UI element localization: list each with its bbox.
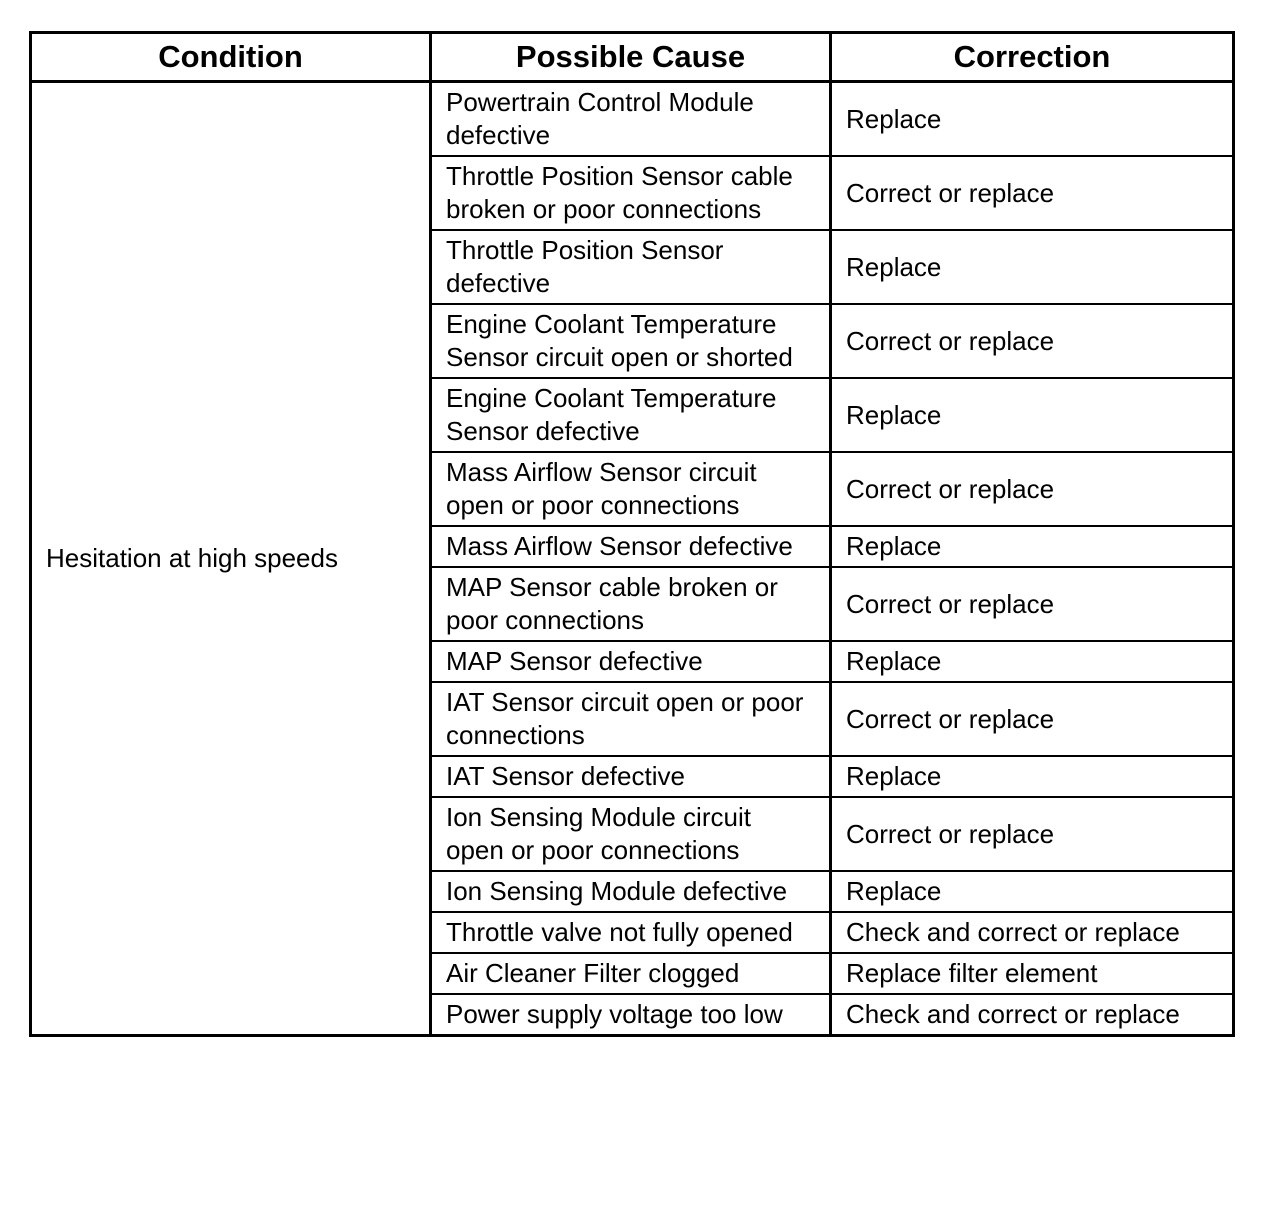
cause-cell: IAT Sensor defective — [431, 756, 831, 797]
cause-cell: Throttle Position Sensor cable broken or poor connections — [431, 156, 831, 230]
correction-cell: Correct or replace — [831, 452, 1234, 526]
cause-cell: Powertrain Control Module defective — [431, 82, 831, 157]
cause-cell: Engine Coolant Temperature Sensor circuit open or shorted — [431, 304, 831, 378]
correction-cell: Replace — [831, 378, 1234, 452]
cause-cell: Ion Sensing Module circuit open or poor connections — [431, 797, 831, 871]
header-possible-cause: Possible Cause — [431, 33, 831, 82]
correction-cell: Replace filter element — [831, 953, 1234, 994]
correction-cell: Correct or replace — [831, 567, 1234, 641]
condition-cell: Hesitation at high speeds — [31, 82, 431, 1036]
cause-cell: MAP Sensor defective — [431, 641, 831, 682]
cause-cell: IAT Sensor circuit open or poor connections — [431, 682, 831, 756]
correction-cell: Check and correct or replace — [831, 912, 1234, 953]
correction-cell: Replace — [831, 526, 1234, 567]
correction-cell: Correct or replace — [831, 304, 1234, 378]
table-row — [31, 82, 1234, 157]
cause-cell: Throttle valve not fully opened — [431, 912, 831, 953]
correction-cell: Check and correct or replace — [831, 994, 1234, 1036]
correction-cell: Correct or replace — [831, 797, 1234, 871]
correction-cell: Correct or replace — [831, 682, 1234, 756]
cause-cell: Mass Airflow Sensor circuit open or poor connections — [431, 452, 831, 526]
cause-cell: Ion Sensing Module defective — [431, 871, 831, 912]
correction-cell: Replace — [831, 756, 1234, 797]
table-header-row — [31, 33, 1234, 82]
cause-cell: Mass Airflow Sensor defective — [431, 526, 831, 567]
cause-cell: Power supply voltage too low — [431, 994, 831, 1036]
correction-cell: Replace — [831, 871, 1234, 912]
correction-cell: Correct or replace — [831, 156, 1234, 230]
troubleshooting-table — [29, 31, 1235, 1037]
cause-cell: Throttle Position Sensor defective — [431, 230, 831, 304]
correction-cell: Replace — [831, 82, 1234, 157]
header-condition: Condition — [31, 33, 431, 82]
cause-cell: MAP Sensor cable broken or poor connections — [431, 567, 831, 641]
correction-cell: Replace — [831, 230, 1234, 304]
correction-cell: Replace — [831, 641, 1234, 682]
header-correction: Correction — [831, 33, 1234, 82]
troubleshooting-table-container — [29, 31, 1235, 1037]
cause-cell: Air Cleaner Filter clogged — [431, 953, 831, 994]
cause-cell: Engine Coolant Temperature Sensor defective — [431, 378, 831, 452]
